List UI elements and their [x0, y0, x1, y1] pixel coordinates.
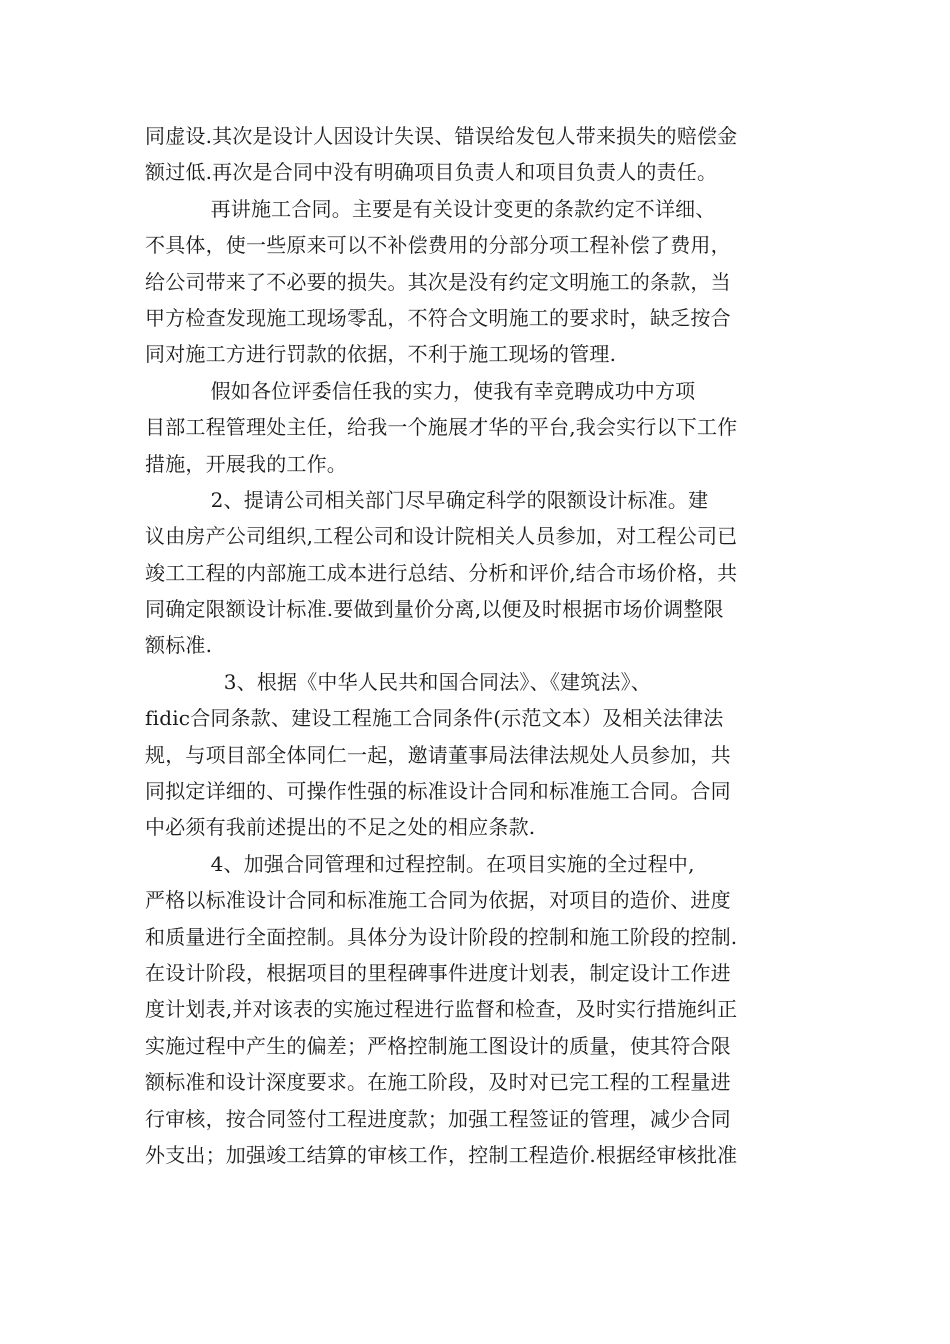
text-line: 度计划表,并对该表的实施过程进行监督和检查，及时实行措施纠正 — [145, 997, 738, 1022]
text-line: 再讲施工合同。主要是有关设计变更的条款约定不详细、 — [145, 196, 716, 221]
text-line: 和质量进行全面控制。具体分为设计阶段的控制和施工阶段的控制. — [145, 924, 738, 949]
text-line: 不具体，使一些原来可以不补偿费用的分部分项工程补偿了费用， — [145, 233, 731, 258]
text-line: 额标准. — [145, 633, 213, 658]
text-line: 行审核，按合同签付工程进度款；加强工程签证的管理，减少合同 — [145, 1106, 731, 1131]
text-line: 竣工工程的内部施工成本进行总结、分析和评价,结合市场价格，共 — [145, 560, 738, 585]
text-line: 同对施工方进行罚款的依据，不利于施工现场的管理. — [145, 342, 617, 367]
text-line: 中必须有我前述提出的不足之处的相应条款. — [145, 815, 536, 840]
text-line: 同确定限额设计标准.要做到量价分离,以便及时根据市场价调整限 — [145, 597, 724, 622]
text-line: fidic合同条款、建设工程施工合同条件(示范文本）及相关法律法 — [145, 706, 724, 731]
text-line: 给公司带来了不必要的损失。其次是没有约定文明施工的条款，当 — [145, 269, 731, 294]
text-line: 议由房产公司组织,工程公司和设计院相关人员参加，对工程公司已 — [145, 524, 738, 549]
text-line: 2、提请公司相关部门尽早确定科学的限额设计标准。建 — [145, 487, 709, 512]
text-line: 甲方检查发现施工现场零乱，不符合文明施工的要求时，缺乏按合 — [145, 305, 731, 330]
text-line: 外支出；加强竣工结算的审核工作，控制工程造价.根据经审核批准 — [145, 1142, 738, 1167]
text-line: 同拟定详细的、可操作性强的标准设计合同和标准施工合同。合同 — [145, 779, 731, 804]
text-line: 假如各位评委信任我的实力，使我有幸竞聘成功中方项 — [145, 378, 696, 403]
text-line: 规，与项目部全体同仁一起，邀请董事局法律法规处人员参加，共 — [145, 742, 731, 767]
text-line: 实施过程中产生的偏差；严格控制施工图设计的质量，使其符合限 — [145, 1033, 731, 1058]
text-line: 额标准和设计深度要求。在施工阶段，及时对已完工程的工程量进 — [145, 1070, 731, 1095]
text-line: 在设计阶段，根据项目的里程碑事件进度计划表，制定设计工作进 — [145, 960, 731, 985]
text-line: 同虚设.其次是设计人因设计失误、错误给发包人带来损失的赔偿金 — [145, 124, 738, 148]
text-line: 4、加强合同管理和过程控制。在项目实施的全过程中, — [145, 851, 695, 876]
text-line: 额过低.再次是合同中没有明确项目负责人和项目负责人的责任。 — [145, 160, 718, 185]
text-line: 措施，开展我的工作。 — [145, 451, 347, 476]
text-line: 3、根据《中华人民共和国合同法》、《建筑法》、 — [145, 669, 652, 694]
body-text — [145, 118, 810, 1173]
text-line: 严格以标准设计合同和标准施工合同为依据，对项目的造价、进度 — [145, 888, 731, 913]
text-line: 目部工程管理处主任，给我一个施展才华的平台,我会实行以下工作 — [145, 415, 738, 440]
